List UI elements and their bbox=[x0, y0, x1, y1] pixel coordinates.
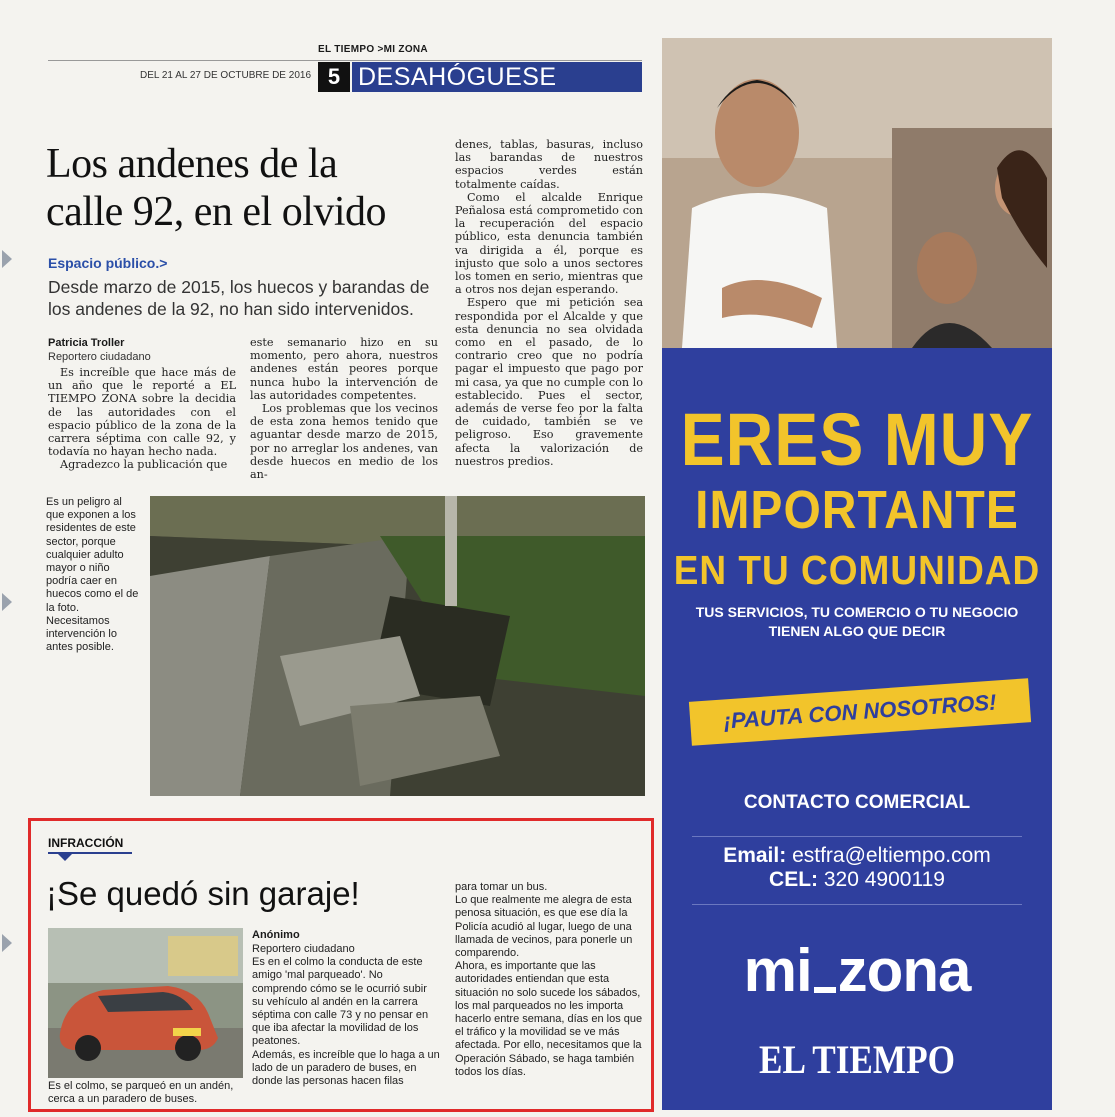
ad-cel-label: CEL: bbox=[769, 868, 819, 891]
ad-cel-line bbox=[662, 868, 1052, 892]
ad-headline-line3: EN TU COMUNIDAD bbox=[673, 547, 1041, 593]
ad-subline-1: TUS SERVICIOS, TU COMERCIO O TU NEGOCIO bbox=[695, 604, 1019, 620]
paragraph: Ahora, es importante que las autoridades entiendan que esta situación no solo sucede los sábados, los mal parqueados no les importa hacerlo entre semana, días en los que el tráfico y la movilidad se ve más afectada. Por ello, necesitamos que la Operación Sábado, se haga también todos los días. bbox=[455, 960, 643, 1078]
paragraph: este semanario hizo en su momento, pero ahora, nuestros andenes están peores porque nunca hubo la intervención de las autoridades competentes. bbox=[250, 336, 438, 402]
paragraph: denes, tablas, basuras, incluso las barandas de nuestros espacios verdes están totalmente caídas. bbox=[455, 138, 643, 191]
margin-marker bbox=[2, 250, 12, 268]
ad-divider bbox=[692, 836, 1022, 837]
infraccion-column-2 bbox=[455, 881, 645, 1079]
ad-divider bbox=[692, 904, 1022, 905]
article-kicker: Espacio público.> bbox=[48, 255, 168, 271]
ad-banner-text: ¡PAUTA CON NOSOTROS! bbox=[722, 689, 998, 734]
deck-line: Desde marzo de 2015, los huecos y barandas de bbox=[48, 277, 430, 297]
margin-marker bbox=[2, 593, 12, 611]
paragraph: Además, es increíble que lo haga a un lado de un paradero de buses, en donde las personas hacen filas bbox=[252, 1048, 440, 1088]
car-photo-caption: Es el colmo, se parqueó en un andén, cerca a un paradero de buses. bbox=[48, 1080, 234, 1106]
headline-line: Los andenes de la bbox=[46, 141, 338, 187]
infraccion-author: Anónimo bbox=[252, 929, 300, 941]
article-column-3 bbox=[455, 138, 643, 468]
issue-date: DEL 21 AL 27 DE OCTUBRE DE 2016 bbox=[140, 70, 312, 81]
article-column-2 bbox=[250, 336, 438, 481]
deck-line: los andenes de la 92, no han sido intervenidos. bbox=[48, 299, 414, 319]
sidewalk-photo bbox=[150, 496, 645, 796]
logo-underscore bbox=[814, 987, 836, 993]
car-photo-illustration bbox=[48, 928, 243, 1078]
article-column-1 bbox=[48, 366, 236, 472]
ad-subline-2: TIENEN ALGO QUE DECIR bbox=[768, 623, 946, 639]
sidewalk-photo-caption: Es un peligro al que exponen a los residentes de este sector, porque cualquier adulto mayor o niño podría caer en huecos como el de la foto. Necesitamos intervención lo antes posible. bbox=[46, 496, 139, 654]
ad-email-line bbox=[662, 844, 1052, 868]
infraccion-column-1 bbox=[252, 943, 440, 1088]
ad-photo bbox=[662, 38, 1052, 348]
margin-marker bbox=[2, 934, 12, 952]
ad-banner bbox=[689, 678, 1031, 746]
barbershop-illustration bbox=[662, 38, 1052, 348]
ad-headline-line1: ERES MUY bbox=[680, 397, 1034, 481]
headline-line: calle 92, en el olvido bbox=[46, 189, 387, 235]
sidewalk-photo-illustration bbox=[150, 496, 645, 796]
paragraph: Los problemas que los vecinos de esta zona hemos tenido que aguantar desde marzo de 2015, por no arreglar los andenes, van desde huecos en medio de los an- bbox=[250, 402, 438, 482]
logo-zona: zona bbox=[837, 937, 971, 1004]
ad-headline-line2: IMPORTANTE bbox=[695, 480, 1019, 541]
paragraph: Como el alcalde Enrique Peñalosa está comprometido con la recuperación del espacio público, esta denuncia también va dirigida a él, porque es injusto que solo a unos sectores los tomen en serio, mientras que a otros nos dejan esperando. bbox=[455, 190, 643, 297]
header-rule bbox=[48, 60, 642, 61]
infraccion-author-role: Reportero ciudadano bbox=[252, 943, 355, 955]
advertisement bbox=[662, 38, 1052, 1110]
mi-zona-logo bbox=[662, 938, 1052, 1004]
paragraph: Agradezco la publicación que bbox=[60, 458, 228, 472]
page-number: 5 bbox=[318, 62, 350, 92]
article-headline bbox=[46, 140, 386, 236]
el-tiempo-logo: EL TIEMPO bbox=[759, 1037, 955, 1082]
ad-email-label: Email: bbox=[723, 844, 787, 867]
paragraph: Es increíble que hace más de un año que le reporté a EL TIEMPO ZONA sobre la decidia de las autoridades con el espacio público de la zona de la carrera séptima con calle 92, y todavía no hayan hecho nada. bbox=[48, 366, 236, 459]
paragraph: para tomar un bus. bbox=[455, 881, 548, 893]
infraccion-pointer bbox=[58, 854, 72, 861]
article-deck bbox=[48, 276, 429, 320]
ad-contact-heading: CONTACTO COMERCIAL bbox=[743, 792, 971, 813]
ad-cel: 320 4900119 bbox=[823, 868, 945, 891]
article-author-role: Reportero ciudadano bbox=[48, 351, 151, 363]
paper-section-label: EL TIEMPO >MI ZONA bbox=[318, 44, 428, 55]
ad-email: estfra@eltiempo.com bbox=[792, 844, 991, 867]
paragraph: Es en el colmo la conducta de este amigo 'mal parqueado'. No comprendo cómo se le ocurrió subir su vehículo al andén en la carrera séptima con calle 73 y no pensar en que iba afectar la movilidad de los peatones. bbox=[252, 956, 429, 1048]
paragraph: Lo que realmente me alegra de esta penosa situación, es que ese día la Policía acudió al lugar, luego de una llamada de vecinos, para ponerle un comparendo. bbox=[455, 894, 633, 960]
infraccion-label: INFRACCIÓN bbox=[48, 836, 124, 850]
car-photo bbox=[48, 928, 243, 1078]
section-title: DESAHÓGUESE bbox=[358, 63, 557, 91]
paragraph: Espero que mi petición sea respondida por el Alcalde y que esta denuncia no sea olvidada como en el pasado, de lo contrario creo que no podría pagar el impuesto que pago por mi casa, ya que no cumple con lo establecido. Pues el sector, además de verse feo por la falta de cuidado, también se ve peligroso. Eso gravemente afecta la valorización de nuestros predios. bbox=[455, 296, 643, 468]
article-author: Patricia Troller bbox=[48, 337, 125, 349]
logo-mi: mi bbox=[743, 937, 812, 1004]
infraccion-headline: ¡Se quedó sin garaje! bbox=[46, 875, 360, 912]
